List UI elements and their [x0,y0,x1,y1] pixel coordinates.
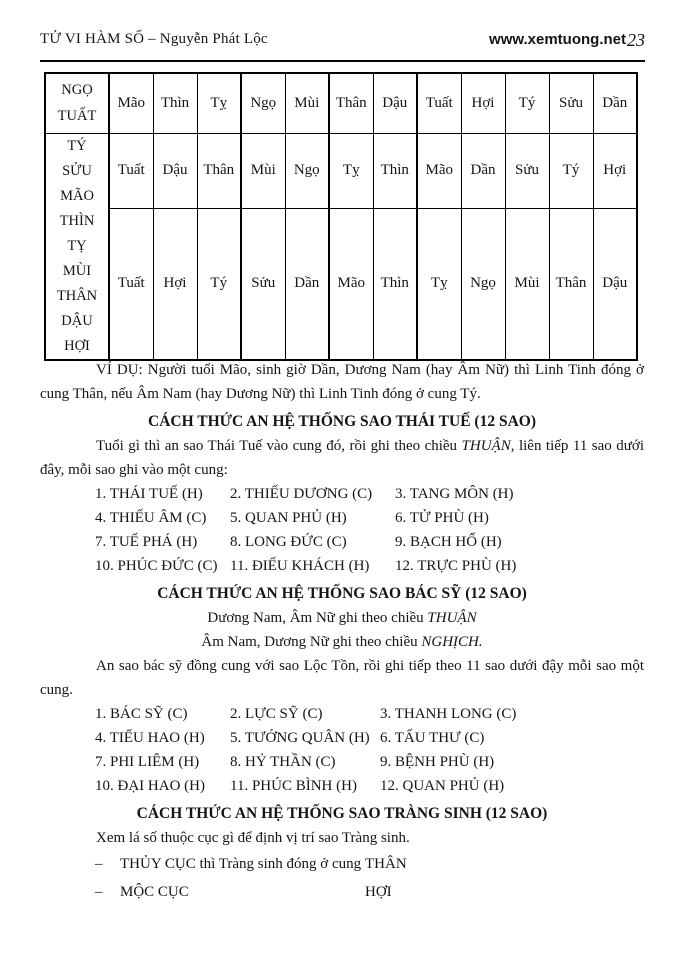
page-header [40,31,645,48]
star-item: 1. THÁI TUẾ (H) [95,486,203,502]
header-divider [40,60,645,62]
heading-thai-tue: CÁCH THỨC AN HỆ THỐNG SAO THÁI TUẾ (12 SAO) [148,413,536,430]
star-item: 11. PHÚC BÌNH (H) [230,778,357,794]
star-item: 10. PHÚC ĐỨC (C) [95,558,218,574]
thai-tue-intro: Tuổi gì thì an sao Thái Tuế vào cung đó, rồi ghi theo chiều THUẬN, liên tiếp 11 sao dưới đây, mỗi sao ghi vào một cung: [40,438,645,478]
corner-label-cell: NGỌ TUẤT [45,73,109,133]
book-title: TỬ VI HÀM SỐ – Nguyễn Phát Lộc [40,31,268,47]
page-number: 23 [627,30,645,50]
star-item: 9. BỆNH PHÙ (H) [380,754,495,770]
star-item: 4. TIỂU HAO (H) [95,730,205,746]
page-body [40,358,644,906]
direction-thuan: THUẬN [427,610,477,626]
bac-sy-intro: An sao bác sỹ đồng cung với sao Lộc Tồn, rồi ghi tiếp theo 11 sao dưới đậy mỗi sao một cung. [40,658,644,698]
star-item: 8. LONG ĐỨC (C) [230,534,347,550]
cung-value: HỢI [365,884,392,900]
star-item: 7. TUẾ PHÁ (H) [95,534,198,550]
dash-bullet: – [95,856,103,872]
site-group [489,31,645,48]
heading-trang-sinh: CÁCH THỨC AN HỆ THỐNG SAO TRÀNG SINH (12 SAO) [136,805,548,822]
star-item: 2. LỰC SỸ (C) [230,706,323,722]
zodiac-placement-table [44,72,638,361]
direction-thuan: THUẬN [461,438,511,454]
star-item: 11. ĐIẾU KHÁCH (H) [230,558,370,574]
star-item: 9. BẠCH HỔ (H) [395,534,502,550]
star-item: 7. PHI LIÊM (H) [95,754,200,770]
star-item: 6. TỬ PHÙ (H) [395,510,489,526]
table-row: NGỌ TUẤT Mão Thìn Tỵ Ngọ Mùi Thân Dậu Tuất Hợi Tý Sửu Dần [45,73,637,133]
thai-tue-star-list [95,482,644,578]
star-item: 8. HỶ THẦN (C) [230,754,336,770]
heading-bac-sy: CÁCH THỨC AN HỆ THỐNG SAO BÁC SỸ (12 SAO) [157,585,527,602]
star-item: 4. THIẾU ÂM (C) [95,510,207,526]
star-item: 12. TRỰC PHÙ (H) [395,558,517,574]
table-row: Tuất Hợi Tý Sửu Dần Mão Thìn Tỵ Ngọ Mùi Thân Dậu [45,209,637,360]
cung-value: THÂN [365,856,407,872]
star-item: 6. TẤU THƯ (C) [380,730,485,746]
example-paragraph: VÍ DỤ: Người tuổi Mão, sinh giờ Dần, Dương Nam (hay Âm Nữ) thì Linh Tinh đóng ở cung Thân, nếu Âm Nam (hay Dương Nữ) thì Linh Tinh đóng ở cung Tý. [40,362,644,402]
cuc-label: MỘC CỤC [120,884,189,900]
table-row: TÝ SỬU MÃO THÌN TỴ MÙI THÂN DẬU HỢI Tuất Dậu Thân Mùi Ngọ Tỵ Thìn Mão Dần Sửu Tý Hợi [45,133,637,209]
bac-sy-rule-thuan: Dương Nam, Âm Nữ ghi theo chiều THUẬN [207,610,477,626]
side-label-cell: TÝ SỬU MÃO THÌN TỴ MÙI THÂN DẬU HỢI [45,133,109,360]
cuc-label: THỦY CỤC thì Tràng sinh đóng ở cung [120,856,362,872]
star-item: 12. QUAN PHỦ (H) [380,778,505,794]
bac-sy-rule-nghich: Âm Nam, Dương Nữ ghi theo chiều NGHỊCH. [201,634,483,650]
direction-nghich: NGHỊCH. [421,634,483,650]
star-item: 5. QUAN PHỦ (H) [230,510,347,526]
trang-sinh-item-thuy-cuc [95,850,644,878]
trang-sinh-item-moc-cuc [95,878,644,906]
dash-bullet: – [95,884,103,900]
bac-sy-star-list [95,702,644,798]
trang-sinh-intro: Xem lá số thuộc cục gì để định vị trí sao Tràng sinh. [96,830,410,846]
star-item: 1. BÁC SỸ (C) [95,706,188,722]
star-item: 10. ĐẠI HAO (H) [95,778,205,794]
site-url: www.xemtuong.net [489,31,626,48]
star-item: 2. THIẾU DƯƠNG (C) [230,486,373,502]
star-item: 5. TƯỚNG QUÂN (H) [230,730,370,746]
star-item: 3. THANH LONG (C) [380,706,517,722]
star-item: 3. TANG MÔN (H) [395,486,514,502]
